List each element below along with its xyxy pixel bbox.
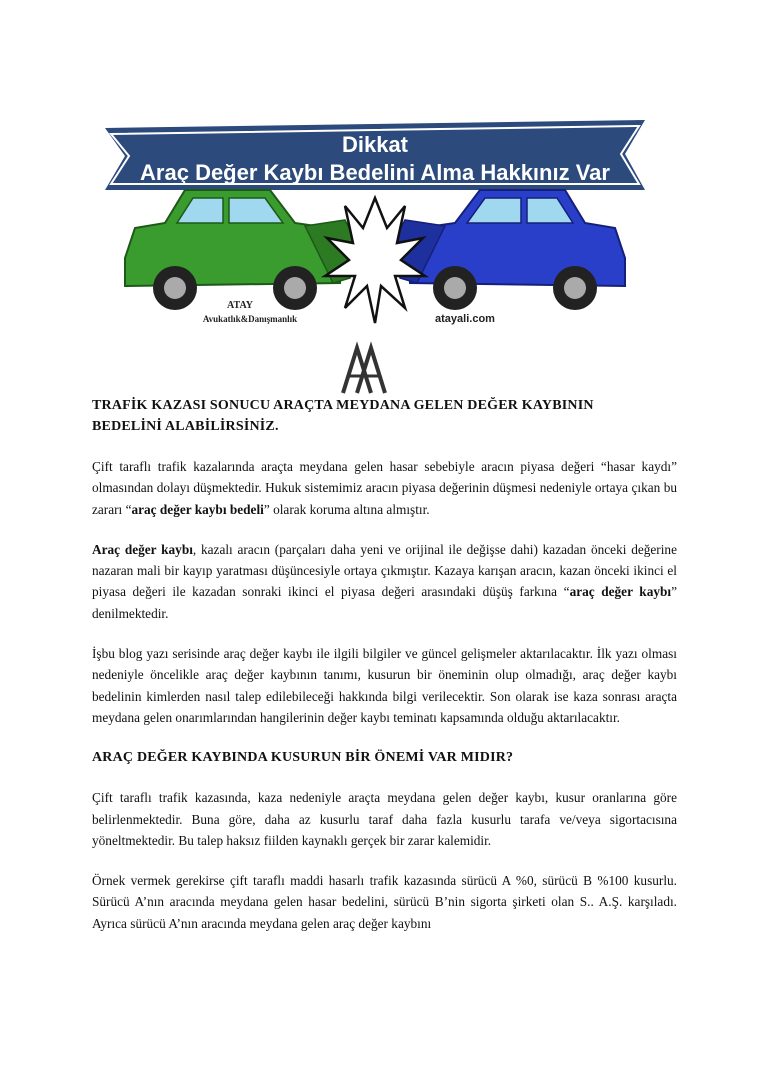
p1-text: Çift taraflı trafik kazalarında araçta meydana gelen hasar sebebiyle aracın piyasa değeri “hasar kaydı” olmasından dolayı düşmektedir. Hukuk sistemimiz aracın piyasa değerinin düşmesi nedeniyle ortaya çıkan bu zararı “ bbox=[92, 459, 677, 517]
brand-url: atayali.com bbox=[435, 313, 495, 325]
logo-mark-icon bbox=[343, 348, 385, 393]
green-car bbox=[125, 190, 357, 310]
hero-illustration bbox=[105, 108, 645, 396]
p1-text-end: ” olarak koruma altına almıştır. bbox=[263, 501, 430, 517]
p1-bold: araç değer kaybı bedeli bbox=[131, 501, 264, 517]
article-title-line1: TRAFİK KAZASI SONUCU ARAÇTA MEYDANA GELEN DEĞER KAYBININ bbox=[92, 398, 594, 413]
paragraph-1 bbox=[92, 456, 677, 520]
p2-bold-term: Araç değer kaybı bbox=[92, 541, 193, 557]
paragraph-2 bbox=[92, 539, 677, 624]
banner-line2: Araç Değer Kaybı Bedelini Alma Hakkınız Var bbox=[140, 160, 610, 185]
section-heading: ARAÇ DEĞER KAYBINDA KUSURUN BİR ÖNEMİ VAR MIDIR? bbox=[92, 750, 514, 766]
brand-subtitle: Avukatlık&Danışmanlık bbox=[202, 314, 298, 324]
blue-car bbox=[393, 190, 625, 310]
brand-name: ATAY bbox=[227, 300, 253, 311]
p2-text-end: ” denilmektedir. bbox=[92, 584, 677, 621]
paragraph-3: İşbu blog yazı serisinde araç değer kaybı ile ilgili bilgiler ve güncel gelişmeler aktarılacaktır. İlk yazı olması nedeniyle öncelikle araç değer kaybının tanımı, kusurun bir öneminin olup olmadığı, araç değer kaybı bedelinin kimlerden nasıl talep edilebileceği hakkında bilgi verilecektir. Son olarak ise kaza sonrası araçta meydana gelen onarımlarından hangilerinin değer kaybı teminatı kapsamında olduğu aktarılacaktır. bbox=[92, 646, 677, 725]
p2-bold-term-2: araç değer kaybı bbox=[569, 584, 672, 600]
p2-text: , kazalı aracın (parçaları daha yeni ve orijinal ile değişse dahi) kazadan önceki değerine nazaran mali bir kayıp yaratması düşüncesiyle ortaya çıkmıştır. Kazaya karışan aracın, kazan önceki ikinci el piyasa değeri ile kazadan sonraki ikinci el piyasa değeri arasındaki düşüş farkına “ bbox=[92, 541, 677, 600]
banner-line1: Dikkat bbox=[341, 132, 409, 157]
article-title-line2: BEDELİNİ ALABİLİRSİNİZ. bbox=[92, 419, 279, 434]
crash-illustration bbox=[105, 108, 645, 396]
paragraph-5: Örnek vermek gerekirse çift taraflı maddi hasarlı trafik kazasında sürücü A %0, sürücü B %100 kusurlu. Sürücü A’nın aracında meydana gelen hasar bedelini, sürücü B’nin sigorta şirketi olan S.. A.Ş. karşıladı. Ayrıca sürücü A’nın aracında meydana gelen araç değer kaybını bbox=[92, 873, 677, 931]
article-title bbox=[92, 395, 677, 437]
article-body bbox=[92, 395, 677, 953]
paragraph-4: Çift taraflı trafik kazasında, kaza nedeniyle araçta meydana gelen değer kaybı, kusur oranlarına göre belirlenmektedir. Buna göre, daha az kusurlu taraf daha fazla kusurlu tarafa ve/veya sigortacısına yöneltmektedir. Bu talep haksız fiilden kaynaklı gerçek bir zarar kalemidir. bbox=[92, 790, 677, 848]
